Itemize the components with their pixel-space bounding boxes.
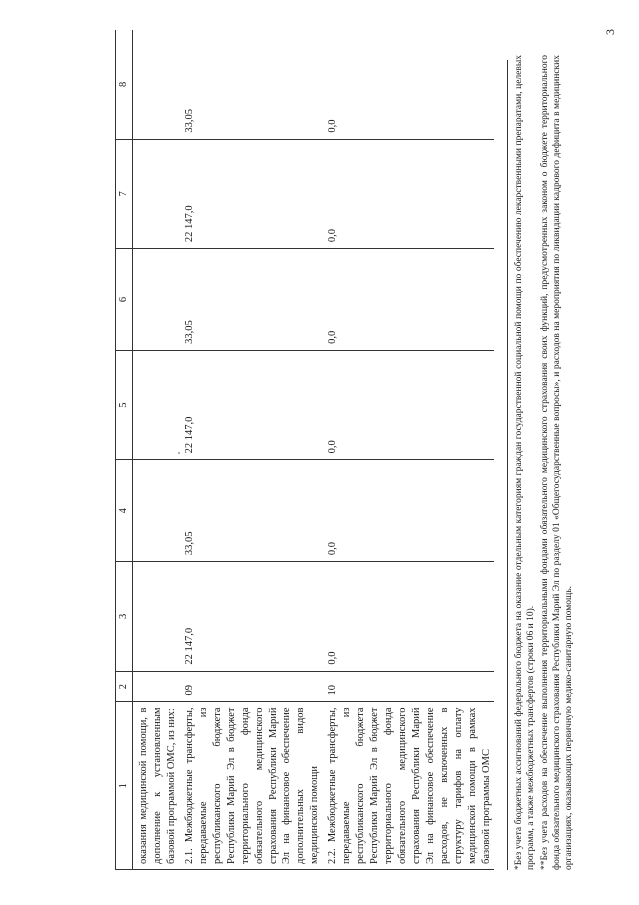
cell-col-6: 0,0 <box>322 249 493 351</box>
row-code: 10 <box>322 671 493 702</box>
header-col-4: 4 <box>116 460 133 562</box>
footnote-2: **Без учета расходов на обеспечение выполнения территориальными фондами обязательного медицинского страхования своих функций, предусмотренных законом о бюджете территориального фонда обязательного медицинского страхования Республики Марий Эл по разделу 01 «Общегосударственные вопросы», и расходов на мероприятия по ликвидации кадрового дефицита в медицинских организациях, оказывающих первичную медико-санитарную помощь. <box>540 55 575 870</box>
cell-col-7: 0,0 <box>322 139 493 249</box>
row-label: оказания медицинской помощи, в дополнение к установленным базовой программой ОМС, из них: <box>132 702 178 870</box>
budget-table <box>115 30 494 870</box>
cell-col-3 <box>132 562 178 672</box>
header-col-1: 1 <box>116 702 133 870</box>
row-label: 2.1. Межбюджетные трансферты, передаваемые из республиканского бюджета Республики Марий Эл в бюджет территориального фонда обязательного медицинского страхования Республики Марий Эл на финансовое обеспечение дополнительных видов медицинской помощи <box>179 702 323 870</box>
footnote-divider <box>507 60 508 870</box>
cell-col-3: 22 147,0 <box>179 562 323 672</box>
cell-col-5: 0,0 <box>322 350 493 460</box>
header-col-3: 3 <box>116 562 133 672</box>
cell-col-5: 22 147,0 <box>179 350 323 460</box>
rotated-content <box>5 10 625 880</box>
header-col-8: 8 <box>116 30 133 139</box>
header-col-6: 6 <box>116 249 133 351</box>
cell-col-8: 0,0 <box>322 30 493 139</box>
cell-col-8: 33,05 <box>179 30 323 139</box>
cell-col-7 <box>132 139 178 249</box>
header-col-2: 2 <box>116 671 133 702</box>
cell-col-4 <box>132 460 178 562</box>
row-label: 2.2. Межбюджетные трансферты, передаваемые из республиканского бюджета Республики Марий Эл в бюджет территориального фонда обязательного медицинского страхования Республики Марий Эл на финансовое обеспечение расходов, не включенных в структуру тарифов на оплату медицинской помощи в рамках базовой программы ОМС <box>322 702 493 870</box>
row-code <box>132 671 178 702</box>
page-number: 3 <box>603 29 617 35</box>
table-row <box>132 30 178 870</box>
table-row <box>322 30 493 870</box>
cell-col-4: 0,0 <box>322 460 493 562</box>
header-col-5: 5 <box>116 350 133 460</box>
cell-col-6 <box>132 249 178 351</box>
cell-col-4: 33,05 <box>179 460 323 562</box>
footnote-1: *Без учета бюджетных ассигнований федерального бюджета на оказание отдельным категориям граждан государственной социальной помощи по обеспечению лекарственными препаратами, целевых программ, а также межбюджетных трансфертов (строки 06 и 10). <box>514 55 537 870</box>
cell-col-6: 33,05 <box>179 249 323 351</box>
header-col-7: 7 <box>116 139 133 249</box>
cell-col-8 <box>132 30 178 139</box>
table-header-row <box>116 30 133 870</box>
row-code: 09 <box>179 671 323 702</box>
cell-col-7: 22 147,0 <box>179 139 323 249</box>
cell-col-3: 0,0 <box>322 562 493 672</box>
cell-col-5 <box>132 350 178 460</box>
table-row <box>179 30 323 870</box>
